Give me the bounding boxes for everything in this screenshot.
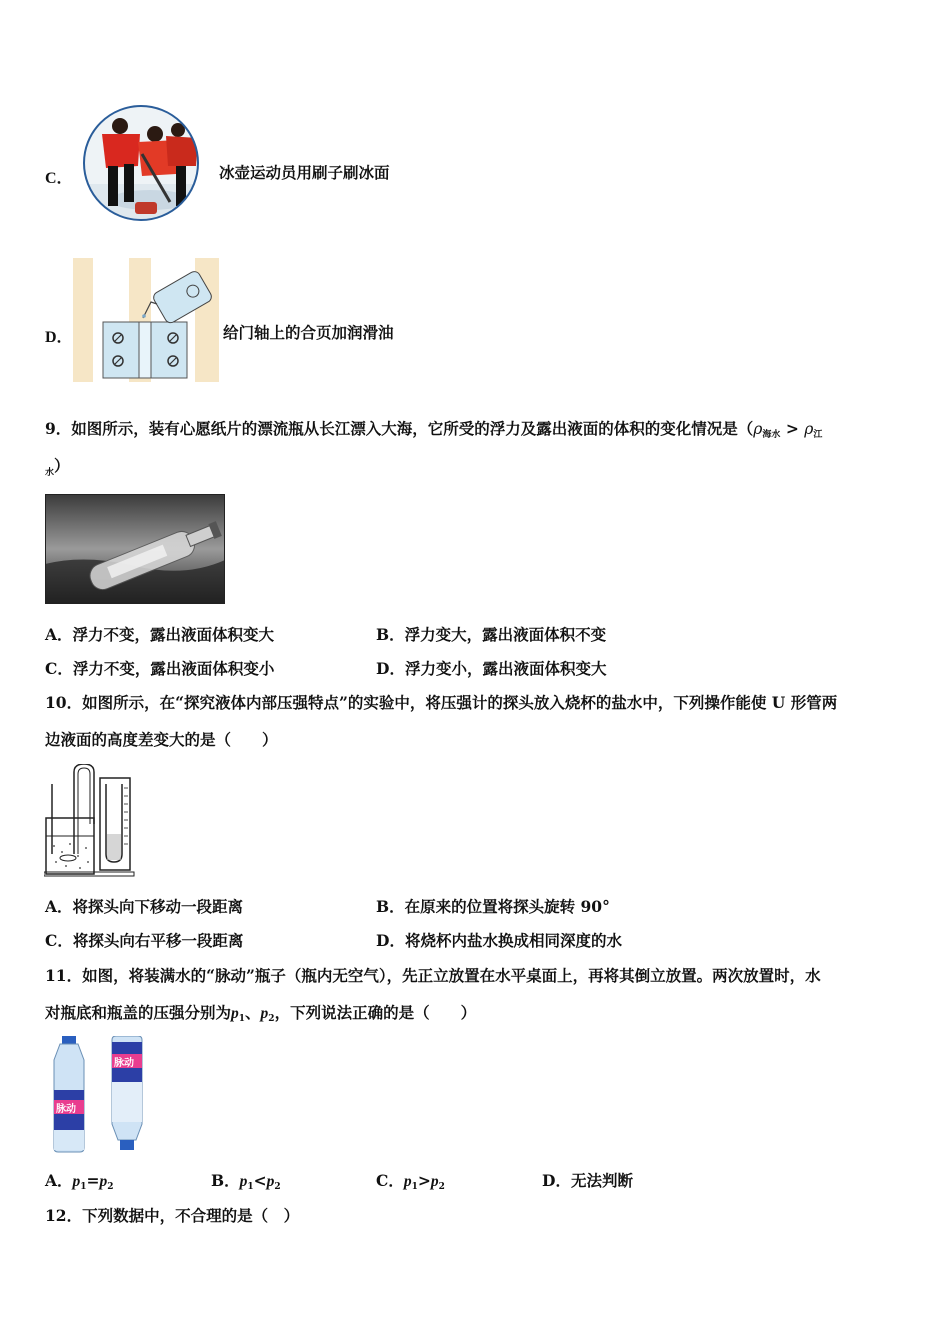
sub-2: 2	[268, 1014, 275, 1024]
q11-stem-line2	[45, 1003, 476, 1026]
sub-2: 2	[438, 1182, 445, 1192]
q11-option-c-relation: >	[417, 1171, 431, 1190]
sub-seawater: 海水	[762, 430, 781, 440]
q11-stem-post: ，下列说法正确的是（ ）	[274, 1003, 477, 1022]
q9-stem-line2	[45, 456, 70, 479]
q9-option-d: D．浮力变小，露出液面体积变大	[376, 659, 607, 678]
bottles-photo	[48, 1036, 156, 1154]
q11-option-a-label: A．	[45, 1171, 73, 1190]
bottle-brand-upright: 脉动	[56, 1104, 76, 1115]
p-symbol: p	[231, 1005, 239, 1022]
q9-option-a: A．浮力不变，露出液面体积变大	[45, 625, 275, 644]
q10-option-b: B．在原来的位置将探头旋转 90°	[376, 897, 610, 916]
q10-stem-line1: 10．如图所示，在“探究液体内部压强特点”的实验中，将压强计的探头放入烧杯的盐水中，下列操作能使 U 形管两	[45, 693, 838, 712]
q9-option-b: B．浮力变大，露出液面体积不变	[376, 625, 607, 644]
door-hinge-figure	[73, 258, 219, 382]
q8-option-d-label: D．	[45, 329, 73, 346]
p-symbol: p	[99, 1173, 108, 1190]
sub-2: 2	[107, 1182, 114, 1192]
floating-bottle-photo	[45, 494, 225, 604]
sub-2: 2	[274, 1182, 281, 1192]
q11-option-c-label: C．	[376, 1171, 404, 1190]
curling-photo	[80, 104, 202, 222]
q9-stem-text: 9．如图所示，装有心愿纸片的漂流瓶从长江漂入大海，它所受的浮力及露出液面的体积的变化情况是（	[45, 419, 754, 438]
q11-option-c	[376, 1171, 445, 1194]
sub-river: 江	[813, 430, 823, 440]
q12-stem: 12．下列数据中，不合理的是（ ）	[45, 1206, 300, 1225]
separator: 、	[245, 1003, 261, 1022]
q10-option-a: A．将探头向下移动一段距离	[45, 897, 244, 916]
sub-water: 水	[45, 468, 55, 478]
p-symbol: p	[430, 1173, 439, 1190]
pressure-gauge-figure	[44, 764, 136, 880]
p-symbol: p	[239, 1173, 248, 1190]
p-symbol: p	[403, 1173, 412, 1190]
rho-symbol: ρ	[804, 420, 814, 438]
q11-option-b	[211, 1171, 281, 1194]
q8-option-c-text: 冰壶运动员用刷子刷冰面	[219, 163, 390, 182]
sub-1: 1	[411, 1182, 418, 1192]
q9-option-c: C．浮力不变，露出液面体积变小	[45, 659, 275, 678]
q10-option-d: D．将烧杯内盐水换成相同深度的水	[376, 931, 622, 950]
rho-symbol: ρ	[753, 420, 763, 438]
q11-stem-pre: 对瓶底和瓶盖的压强分别为	[45, 1003, 232, 1022]
q8-option-c-label: C．	[45, 170, 73, 187]
q10-stem-line2: 边液面的高度差变大的是（ ）	[45, 730, 278, 749]
sub-1: 1	[80, 1182, 87, 1192]
q11-option-b-label: B．	[211, 1171, 240, 1190]
bottle-brand-inverted: 脉动	[114, 1058, 134, 1069]
p-symbol: p	[260, 1005, 269, 1022]
q9-stem	[45, 419, 822, 442]
sub-1: 1	[247, 1182, 254, 1192]
close-paren: ）	[54, 456, 70, 475]
q8-option-d-text: 给门轴上的合页加润滑油	[223, 323, 394, 342]
p-symbol: p	[266, 1173, 275, 1190]
q10-option-c: C．将探头向右平移一段距离	[45, 931, 244, 950]
q11-option-b-relation: <	[253, 1171, 267, 1190]
q11-option-a	[45, 1171, 114, 1194]
sub-1: 1	[238, 1014, 246, 1024]
q11-option-a-relation: =	[86, 1171, 100, 1190]
p-symbol: p	[72, 1173, 81, 1190]
q11-stem-line1: 11．如图，将装满水的“脉动”瓶子（瓶内无空气），先正立放置在水平桌面上，再将其倒立放置。两次放置时，水	[45, 966, 821, 985]
q11-option-d: D．无法判断	[542, 1171, 633, 1190]
greater-than: >	[785, 419, 799, 438]
